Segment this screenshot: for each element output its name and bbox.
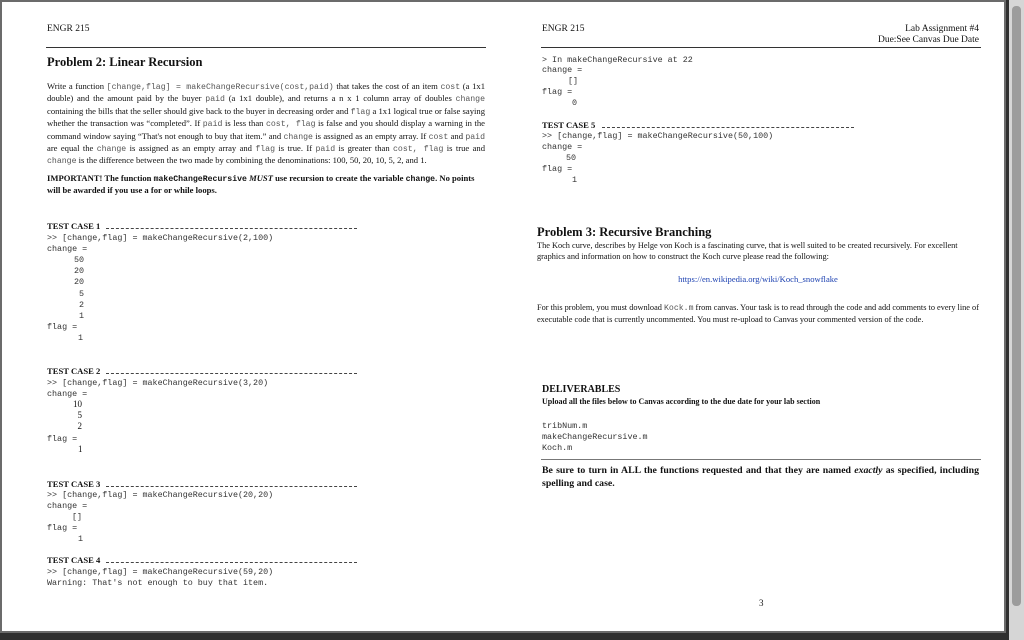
value-item: 5 xyxy=(77,410,82,420)
header-rule xyxy=(541,47,981,48)
flag-value: 1 xyxy=(572,175,578,185)
course-label: ENGR 215 xyxy=(542,24,585,34)
value-item: 2 xyxy=(78,299,84,310)
text-run: change xyxy=(96,145,127,155)
test-case-4-label: TEST CASE 4 xyxy=(47,555,101,565)
text-run: is assigned as an empty array and xyxy=(126,143,256,154)
scrollbar-thumb[interactable] xyxy=(1012,6,1021,606)
text-run: and xyxy=(448,130,466,141)
deliverables-file-list xyxy=(542,421,648,454)
warning-location-line: > In makeChangeRecursive at 22 xyxy=(542,55,693,65)
change-label: change = xyxy=(47,244,88,254)
text-run: paid xyxy=(202,120,223,130)
text-run: MUST xyxy=(246,173,273,183)
koch-link-wrapper xyxy=(537,274,979,284)
vertical-scrollbar[interactable] xyxy=(1009,0,1024,640)
text-run: change xyxy=(455,95,486,105)
text-run: is false and you should display a warning in the command window saying “That's not enough to buy that item.” and xyxy=(47,118,486,141)
text-run: . No points will be awarded if you use a for or while loops. xyxy=(47,173,475,196)
text-run: (a 1x1 double), and returns a n x 1 column array of doubles xyxy=(224,93,456,104)
warning-message: Warning: That's not enough to buy that item. xyxy=(47,578,269,588)
deliverables-subtitle: Upload all the files below to Canvas according to the due date for your lab section xyxy=(542,397,821,406)
value-item: 20 xyxy=(73,266,84,277)
text-run: is true and xyxy=(443,143,485,154)
text-run: For this problem, you must download xyxy=(537,303,664,312)
text-run: flag xyxy=(255,145,276,155)
problem-2-description xyxy=(47,81,485,168)
change-label: change = xyxy=(542,142,583,152)
text-run: Write a function xyxy=(47,81,107,91)
test-case-divider xyxy=(106,228,357,229)
change-label: change = xyxy=(47,389,88,399)
flag-label: flag = xyxy=(47,322,78,332)
flag-value: 1 xyxy=(78,444,83,454)
text-run: makeChangeRecursive xyxy=(153,175,247,184)
value-item: 5 xyxy=(78,288,84,299)
important-note xyxy=(47,173,485,197)
text-run: is less than xyxy=(222,118,266,129)
text-run: as specified, including spelling and case. xyxy=(542,465,979,489)
value-item: 1 xyxy=(78,311,84,322)
page-number: 3 xyxy=(759,598,764,608)
section-rule xyxy=(541,459,981,460)
problem-3-task xyxy=(537,302,979,325)
koch-snowflake-link[interactable]: https://en.wikipedia.org/wiki/Koch_snowflake xyxy=(678,274,838,284)
text-run: paid xyxy=(315,145,336,155)
test-case-2-label: TEST CASE 2 xyxy=(47,366,101,376)
text-run: is assigned as an empty array. If xyxy=(312,130,429,141)
change-label: change = xyxy=(47,501,88,511)
text-run: from canvas. Your task is to read through the code and add comments to every line of executable code that is currently uncommented. You must re-upload to Canvas your commented version of the code. xyxy=(537,303,979,324)
file-item: makeChangeRecursive.m xyxy=(542,432,648,442)
test-case-divider xyxy=(106,373,357,374)
text-run: paid xyxy=(205,95,225,105)
course-label: ENGR 215 xyxy=(47,24,90,34)
flag-label: flag = xyxy=(542,164,573,174)
change-value: 50 xyxy=(566,153,577,163)
text-run: containing the bills that the seller should give back to the buyer in decreasing order and xyxy=(47,105,351,116)
text-run: (a 1x1 double) and the amount paid by the buyer xyxy=(47,81,486,104)
text-run: Be sure to turn in ALL the functions requested and that they are named xyxy=(542,465,855,476)
test-case-4-call: >> [change,flag] = makeChangeRecursive(59,20) xyxy=(47,567,274,577)
text-run: is the difference between the two made by combining the denominations: 100, 50, 20, 10, 5, 2, and 1. xyxy=(76,155,427,166)
document-page xyxy=(2,2,1004,631)
text-run: change xyxy=(47,157,77,167)
text-run: cost, flag xyxy=(393,145,444,155)
text-run: cost xyxy=(440,83,461,92)
flag-value: 0 xyxy=(572,98,578,108)
problem-2-title: Problem 2: Linear Recursion xyxy=(47,55,203,69)
text-run: is true. If xyxy=(275,143,316,154)
file-item: Koch.m xyxy=(542,443,573,453)
test-case-divider xyxy=(106,486,357,487)
naming-note xyxy=(542,464,979,490)
value-item: 50 xyxy=(73,255,84,265)
value-item: 10 xyxy=(73,399,82,409)
flag-label: flag = xyxy=(47,523,78,533)
flag-label: flag = xyxy=(542,87,573,97)
text-run: a 1x1 logical true or false saying whether the transaction was “completed”. If xyxy=(47,105,485,129)
test-case-3-label: TEST CASE 3 xyxy=(47,479,101,489)
test-case-5-call: >> [change,flag] = makeChangeRecursive(50,100) xyxy=(542,131,774,141)
change-empty-value: [] xyxy=(568,76,579,86)
text-run: is greater than xyxy=(335,143,394,154)
value-item: 2 xyxy=(77,421,82,431)
text-run: change xyxy=(405,175,436,184)
text-run: cost, flag xyxy=(265,120,316,130)
flag-value: 1 xyxy=(78,333,84,343)
test-case-divider xyxy=(602,127,854,128)
header-rule xyxy=(46,47,486,48)
problem-3-title: Problem 3: Recursive Branching xyxy=(537,225,712,239)
deliverables-title: DELIVERABLES xyxy=(542,384,621,395)
change-values xyxy=(68,255,84,322)
flag-value: 1 xyxy=(78,534,84,544)
file-item: tribNum.m xyxy=(542,421,588,431)
test-case-1-call: >> [change,flag] = makeChangeRecursive(2,100) xyxy=(47,233,274,243)
test-case-2-call: >> [change,flag] = makeChangeRecursive(3,20) xyxy=(47,378,269,388)
text-run: [change,flag] = makeChangeRecursive(cost,paid) xyxy=(106,83,334,92)
test-case-1-label: TEST CASE 1 xyxy=(47,221,101,231)
value-item: 20 xyxy=(73,277,84,288)
change-values xyxy=(66,399,82,432)
due-date-label: Due:See Canvas Due Date xyxy=(877,35,979,45)
text-run: change xyxy=(283,132,313,142)
test-case-divider xyxy=(106,562,357,563)
lab-assignment-label: Lab Assignment #4 xyxy=(905,24,979,34)
text-run: Kock.m xyxy=(664,304,694,313)
text-run: flag xyxy=(350,107,371,117)
change-label: change = xyxy=(542,65,583,75)
text-run: cost xyxy=(428,132,449,142)
text-run: use recursion to create the variable xyxy=(272,173,406,183)
flag-label: flag = xyxy=(47,434,78,444)
text-run: that takes the cost of an item xyxy=(333,81,441,91)
change-empty-value: [] xyxy=(72,512,83,522)
test-case-3-call: >> [change,flag] = makeChangeRecursive(20,20) xyxy=(47,490,274,500)
text-run: are equal the xyxy=(47,143,97,154)
text-run: paid xyxy=(465,132,485,142)
test-case-5-label: TEST CASE 5 xyxy=(542,120,596,130)
text-run: exactly xyxy=(854,465,883,476)
text-run: IMPORTANT! The function xyxy=(47,173,154,183)
problem-3-intro: The Koch curve, describes by Helge von Koch is a fascinating curve, that is well suited to be created recursively. For excellent graphics and information on how to construct the Koch curve please read the following: xyxy=(537,241,958,261)
